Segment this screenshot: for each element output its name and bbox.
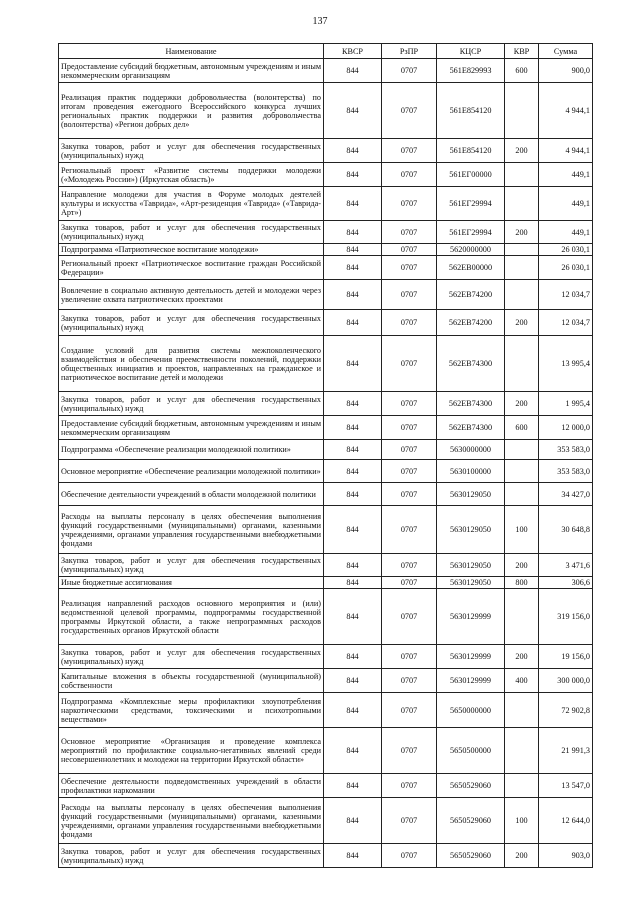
row-kvr: 100 bbox=[505, 798, 539, 844]
row-name: Региональный проект «Развитие системы поддержки молодежи («Молодежь России») (Иркутская область)» bbox=[59, 163, 324, 187]
row-kvsr: 844 bbox=[324, 645, 382, 669]
row-kcsr: 561EГ00000 bbox=[437, 163, 505, 187]
row-kvsr: 844 bbox=[324, 798, 382, 844]
row-kcsr: 5630000000 bbox=[437, 440, 505, 460]
row-kvsr: 844 bbox=[324, 577, 382, 589]
table-row bbox=[59, 645, 593, 669]
table-row bbox=[59, 244, 593, 256]
row-sum: 26 030,1 bbox=[539, 256, 593, 280]
row-rzpr: 0707 bbox=[382, 256, 437, 280]
row-name: Вовлечение в социально активную деятельность детей и молодежи через увеличение охвата патриотических проектами bbox=[59, 280, 324, 310]
row-kvr bbox=[505, 460, 539, 483]
row-name: Закупка товаров, работ и услуг для обеспечения государственных (муниципальных) нужд bbox=[59, 645, 324, 669]
row-kvr: 200 bbox=[505, 310, 539, 336]
table-row bbox=[59, 59, 593, 83]
row-kvr: 400 bbox=[505, 669, 539, 693]
column-header-kvsr: КВСР bbox=[324, 44, 382, 59]
row-kvsr: 844 bbox=[324, 244, 382, 256]
row-rzpr: 0707 bbox=[382, 554, 437, 577]
row-rzpr: 0707 bbox=[382, 693, 437, 728]
row-kvsr: 844 bbox=[324, 221, 382, 244]
row-name: Расходы на выплаты персоналу в целях обеспечения выполнения функций государственными (муниципальными) органами, казенными учреждениями, органами управления государственными внебюджетными фондами bbox=[59, 506, 324, 554]
table-row bbox=[59, 506, 593, 554]
row-kvr: 800 bbox=[505, 577, 539, 589]
row-sum: 449,1 bbox=[539, 163, 593, 187]
table-row bbox=[59, 460, 593, 483]
row-sum: 30 648,8 bbox=[539, 506, 593, 554]
row-sum: 12 000,0 bbox=[539, 416, 593, 440]
column-header-rzpr: РзПР bbox=[382, 44, 437, 59]
table-row bbox=[59, 163, 593, 187]
row-kvr bbox=[505, 728, 539, 774]
row-kvr bbox=[505, 440, 539, 460]
table-row bbox=[59, 693, 593, 728]
row-kvsr: 844 bbox=[324, 416, 382, 440]
row-kcsr: 561E854120 bbox=[437, 83, 505, 139]
row-sum: 306,6 bbox=[539, 577, 593, 589]
table-row bbox=[59, 280, 593, 310]
row-sum: 353 583,0 bbox=[539, 460, 593, 483]
row-rzpr: 0707 bbox=[382, 798, 437, 844]
row-rzpr: 0707 bbox=[382, 669, 437, 693]
row-kvr bbox=[505, 280, 539, 310]
row-name: Закупка товаров, работ и услуг для обеспечения государственных (муниципальных) нужд bbox=[59, 554, 324, 577]
row-rzpr: 0707 bbox=[382, 139, 437, 163]
column-header-name: Наименование bbox=[59, 44, 324, 59]
row-sum: 900,0 bbox=[539, 59, 593, 83]
row-name: Подпрограмма «Обеспечение реализации молодежной политики» bbox=[59, 440, 324, 460]
row-kvsr: 844 bbox=[324, 669, 382, 693]
row-kcsr: 561E829993 bbox=[437, 59, 505, 83]
row-sum: 903,0 bbox=[539, 844, 593, 868]
row-sum: 300 000,0 bbox=[539, 669, 593, 693]
row-kvsr: 844 bbox=[324, 163, 382, 187]
row-kvr bbox=[505, 83, 539, 139]
row-kcsr: 561EГ29994 bbox=[437, 187, 505, 221]
row-kvsr: 844 bbox=[324, 460, 382, 483]
row-kvsr: 844 bbox=[324, 83, 382, 139]
row-name: Капитальные вложения в объекты государственной (муниципальной) собственности bbox=[59, 669, 324, 693]
row-name: Подпрограмма «Патриотическое воспитание молодежи» bbox=[59, 244, 324, 256]
row-kcsr: 5630129050 bbox=[437, 506, 505, 554]
row-kcsr: 5630129999 bbox=[437, 669, 505, 693]
page-number: 137 bbox=[312, 16, 328, 27]
row-name: Закупка товаров, работ и услуг для обеспечения государственных (муниципальных) нужд bbox=[59, 310, 324, 336]
table-row bbox=[59, 589, 593, 645]
row-sum: 449,1 bbox=[539, 221, 593, 244]
row-rzpr: 0707 bbox=[382, 844, 437, 868]
row-kcsr: 5630129050 bbox=[437, 577, 505, 589]
row-kcsr: 5650529060 bbox=[437, 798, 505, 844]
column-header-kcsr: КЦСР bbox=[437, 44, 505, 59]
row-kcsr: 562EB00000 bbox=[437, 256, 505, 280]
table-row bbox=[59, 139, 593, 163]
row-kvr bbox=[505, 483, 539, 506]
row-kcsr: 5630129999 bbox=[437, 645, 505, 669]
row-kvsr: 844 bbox=[324, 280, 382, 310]
row-sum: 12 034,7 bbox=[539, 310, 593, 336]
row-kvsr: 844 bbox=[324, 483, 382, 506]
row-rzpr: 0707 bbox=[382, 416, 437, 440]
row-kvr bbox=[505, 774, 539, 798]
row-kcsr: 5650529060 bbox=[437, 844, 505, 868]
row-name: Реализация практик поддержки добровольчества (волонтерства) по итогам проведения ежегодного Всероссийского конкурса лучших региональных практик поддержки и развития добровольчества (волонтерства) «Регион добрых дел» bbox=[59, 83, 324, 139]
row-kvr: 200 bbox=[505, 139, 539, 163]
row-sum: 449,1 bbox=[539, 187, 593, 221]
table-row bbox=[59, 798, 593, 844]
row-name: Региональный проект «Патриотическое воспитание граждан Российской Федерации» bbox=[59, 256, 324, 280]
row-kcsr: 5650529060 bbox=[437, 774, 505, 798]
row-sum: 319 156,0 bbox=[539, 589, 593, 645]
row-kvr bbox=[505, 187, 539, 221]
row-name: Предоставление субсидий бюджетным, автономным учреждениям и иным некоммерческим организациям bbox=[59, 416, 324, 440]
row-kvsr: 844 bbox=[324, 589, 382, 645]
row-rzpr: 0707 bbox=[382, 59, 437, 83]
row-sum: 72 902,8 bbox=[539, 693, 593, 728]
row-rzpr: 0707 bbox=[382, 460, 437, 483]
row-kcsr: 5630129050 bbox=[437, 554, 505, 577]
row-rzpr: 0707 bbox=[382, 645, 437, 669]
column-header-sum: Сумма bbox=[539, 44, 593, 59]
table-row bbox=[59, 483, 593, 506]
table-row bbox=[59, 187, 593, 221]
column-header-kvr: КВР bbox=[505, 44, 539, 59]
row-sum: 13 995,4 bbox=[539, 336, 593, 392]
table-row bbox=[59, 310, 593, 336]
row-rzpr: 0707 bbox=[382, 221, 437, 244]
row-rzpr: 0707 bbox=[382, 310, 437, 336]
table-row bbox=[59, 440, 593, 460]
table-row bbox=[59, 577, 593, 589]
row-kcsr: 5630129050 bbox=[437, 483, 505, 506]
row-kvr: 600 bbox=[505, 59, 539, 83]
row-kvr bbox=[505, 244, 539, 256]
row-kvsr: 844 bbox=[324, 392, 382, 416]
row-rzpr: 0707 bbox=[382, 577, 437, 589]
row-kvsr: 844 bbox=[324, 728, 382, 774]
table-row bbox=[59, 336, 593, 392]
row-rzpr: 0707 bbox=[382, 83, 437, 139]
row-kcsr: 562EB74200 bbox=[437, 280, 505, 310]
row-name: Обеспечение деятельности подведомственных учреждений в области профилактики наркомании bbox=[59, 774, 324, 798]
row-rzpr: 0707 bbox=[382, 483, 437, 506]
row-rzpr: 0707 bbox=[382, 280, 437, 310]
budget-table bbox=[58, 43, 593, 868]
row-name: Закупка товаров, работ и услуг для обеспечения государственных (муниципальных) нужд bbox=[59, 392, 324, 416]
row-kvr bbox=[505, 336, 539, 392]
row-rzpr: 0707 bbox=[382, 187, 437, 221]
row-kvr bbox=[505, 163, 539, 187]
row-name: Предоставление субсидий бюджетным, автономным учреждениям и иным некоммерческим организациям bbox=[59, 59, 324, 83]
table-row bbox=[59, 256, 593, 280]
row-sum: 13 547,0 bbox=[539, 774, 593, 798]
table-row bbox=[59, 83, 593, 139]
row-kvr: 200 bbox=[505, 221, 539, 244]
row-kvsr: 844 bbox=[324, 256, 382, 280]
row-rzpr: 0707 bbox=[382, 336, 437, 392]
row-kvr: 200 bbox=[505, 554, 539, 577]
row-kcsr: 5650000000 bbox=[437, 693, 505, 728]
row-kvsr: 844 bbox=[324, 310, 382, 336]
row-kvsr: 844 bbox=[324, 336, 382, 392]
row-name: Подпрограмма «Комплексные меры профилактики злоупотребления наркотическими средствами, токсическими и психотропными веществами» bbox=[59, 693, 324, 728]
row-rzpr: 0707 bbox=[382, 392, 437, 416]
row-sum: 1 995,4 bbox=[539, 392, 593, 416]
table-row bbox=[59, 774, 593, 798]
row-kvr bbox=[505, 256, 539, 280]
row-name: Создание условий для развития системы межпоколенческого взаимодействия и обеспечения преемственности поколений, поддержки общественных инициатив и проектов, направленных на гражданское и патриотическое воспитание детей и молодежи bbox=[59, 336, 324, 392]
row-kcsr: 5650500000 bbox=[437, 728, 505, 774]
row-kcsr: 562EB74300 bbox=[437, 392, 505, 416]
row-name: Обеспечение деятельности учреждений в области молодежной политики bbox=[59, 483, 324, 506]
row-kvsr: 844 bbox=[324, 187, 382, 221]
row-name: Основное мероприятие «Организация и проведение комплекса мероприятий по профилактике социально-негативных явлений среди несовершеннолетних и молодежи на территории Иркутской области» bbox=[59, 728, 324, 774]
row-kvsr: 844 bbox=[324, 693, 382, 728]
row-sum: 26 030,1 bbox=[539, 244, 593, 256]
table-row bbox=[59, 728, 593, 774]
row-kcsr: 5630129999 bbox=[437, 589, 505, 645]
table-row bbox=[59, 221, 593, 244]
row-sum: 353 583,0 bbox=[539, 440, 593, 460]
row-rzpr: 0707 bbox=[382, 244, 437, 256]
row-kcsr: 5630100000 bbox=[437, 460, 505, 483]
table-row bbox=[59, 392, 593, 416]
row-kvr: 200 bbox=[505, 645, 539, 669]
row-rzpr: 0707 bbox=[382, 163, 437, 187]
row-kcsr: 561EГ29994 bbox=[437, 221, 505, 244]
row-kvsr: 844 bbox=[324, 774, 382, 798]
row-sum: 21 991,3 bbox=[539, 728, 593, 774]
row-kvsr: 844 bbox=[324, 844, 382, 868]
row-name: Направление молодежи для участия в Форуме молодых деятелей культуры и искусства «Таврида», «Арт-резиденция «Таврида» («Таврида-Арт») bbox=[59, 187, 324, 221]
row-kvr: 600 bbox=[505, 416, 539, 440]
row-kvsr: 844 bbox=[324, 506, 382, 554]
row-rzpr: 0707 bbox=[382, 728, 437, 774]
row-kcsr: 562EB74300 bbox=[437, 336, 505, 392]
row-kvsr: 844 bbox=[324, 59, 382, 83]
row-kvr bbox=[505, 693, 539, 728]
row-name: Расходы на выплаты персоналу в целях обеспечения выполнения функций государственными (муниципальными) органами, казенными учреждениями, органами управления государственными внебюджетными фондами bbox=[59, 798, 324, 844]
row-name: Закупка товаров, работ и услуг для обеспечения государственных (муниципальных) нужд bbox=[59, 139, 324, 163]
row-name: Реализация направлений расходов основного мероприятия и (или) ведомственной целевой программы, подпрограммы государственной программы Иркутской области, а также непрограммных расходов государственных органов Иркутской области bbox=[59, 589, 324, 645]
table-row bbox=[59, 669, 593, 693]
row-sum: 19 156,0 bbox=[539, 645, 593, 669]
row-sum: 3 471,6 bbox=[539, 554, 593, 577]
row-sum: 34 427,0 bbox=[539, 483, 593, 506]
row-kcsr: 562EB74300 bbox=[437, 416, 505, 440]
table-row bbox=[59, 416, 593, 440]
row-name: Закупка товаров, работ и услуг для обеспечения государственных (муниципальных) нужд bbox=[59, 221, 324, 244]
row-kvsr: 844 bbox=[324, 440, 382, 460]
row-kcsr: 561E854120 bbox=[437, 139, 505, 163]
row-kvr bbox=[505, 589, 539, 645]
row-kvsr: 844 bbox=[324, 554, 382, 577]
row-kvr: 200 bbox=[505, 844, 539, 868]
row-kvsr: 844 bbox=[324, 139, 382, 163]
table-header-row bbox=[59, 44, 593, 59]
row-rzpr: 0707 bbox=[382, 589, 437, 645]
row-sum: 12 644,0 bbox=[539, 798, 593, 844]
row-sum: 4 944,1 bbox=[539, 83, 593, 139]
row-rzpr: 0707 bbox=[382, 506, 437, 554]
row-name: Закупка товаров, работ и услуг для обеспечения государственных (муниципальных) нужд bbox=[59, 844, 324, 868]
row-kvr: 200 bbox=[505, 392, 539, 416]
row-kcsr: 562EB74200 bbox=[437, 310, 505, 336]
row-name: Основное мероприятие «Обеспечение реализации молодежной политики» bbox=[59, 460, 324, 483]
row-kcsr: 5620000000 bbox=[437, 244, 505, 256]
row-sum: 4 944,1 bbox=[539, 139, 593, 163]
row-kvr: 100 bbox=[505, 506, 539, 554]
row-sum: 12 034,7 bbox=[539, 280, 593, 310]
row-rzpr: 0707 bbox=[382, 440, 437, 460]
table-row bbox=[59, 844, 593, 868]
row-rzpr: 0707 bbox=[382, 774, 437, 798]
row-name: Иные бюджетные ассигнования bbox=[59, 577, 324, 589]
table-row bbox=[59, 554, 593, 577]
